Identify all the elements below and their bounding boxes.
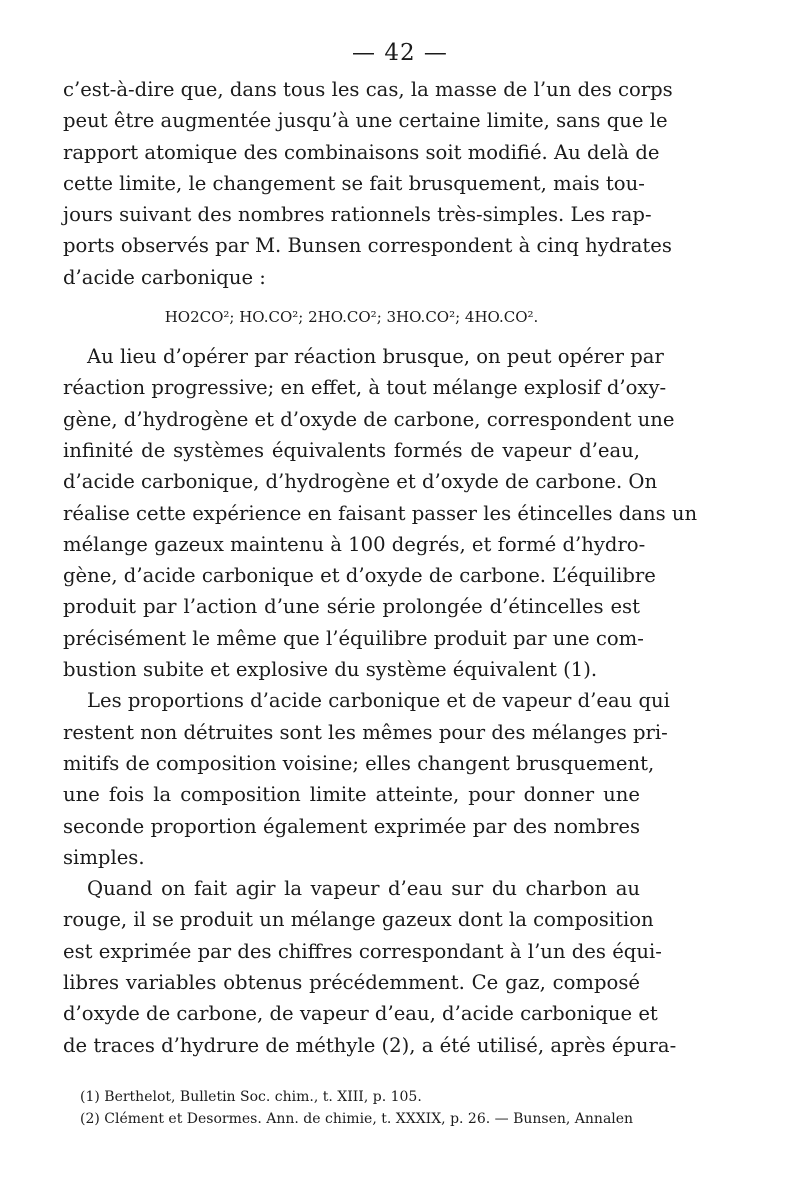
text-line: ports observés par M. Bunsen correspondent à cinq hydrates (63, 234, 672, 258)
footnotes (80, 1086, 640, 1130)
text-line: est exprimée par des chiffres correspondant à l’un des équi- (63, 939, 662, 963)
text-line: mitifs de composition voisine; elles changent brusquement, (63, 751, 655, 775)
text-line: bustion subite et explosive du système équivalent (1). (63, 658, 598, 682)
paragraph-1 (63, 74, 673, 293)
text-line: jours suivant des nombres rationnels très-simples. Les rap- (63, 203, 652, 227)
text-line: d’acide carbonique : (63, 265, 266, 289)
text-line: c’est-à-dire que, dans tous les cas, la masse de l’un des corps (63, 78, 673, 101)
paragraph-4 (63, 873, 677, 1061)
paragraph-3 (63, 685, 670, 873)
text-line: seconde proportion également exprimée par des nombres (63, 814, 640, 838)
text-line: de traces d’hydrure de méthyle (2), a été utilisé, après épura- (63, 1033, 677, 1057)
body-text (63, 74, 698, 1061)
paragraph-2 (63, 341, 698, 685)
page-number: — 42 — (352, 40, 448, 66)
footnote-2: (2) Clément et Desormes. Ann. de chimie, t. XXXIX, p. 26. — Bunsen, Annalen (80, 1111, 634, 1127)
text-line: infinité de systèmes équivalents formés de vapeur d’eau, (63, 438, 640, 462)
text-line: gène, d’hydrogène et d’oxyde de carbone, correspondent une (63, 407, 675, 431)
text-line: Quand on fait agir la vapeur d’eau sur du charbon au (87, 877, 640, 901)
text-line: Les proportions d’acide carbonique et de vapeur d’eau qui (87, 689, 670, 713)
text-line: précisément le même que l’équilibre produit par une com- (63, 626, 644, 650)
text-line: simples. (63, 845, 145, 869)
text-line: réaction progressive; en effet, à tout mélange explosif d’oxy- (63, 376, 667, 400)
text-line: Au lieu d’opérer par réaction brusque, on peut opérer par (87, 345, 664, 369)
text-line: restent non détruites sont les mêmes pour des mélanges pri- (63, 720, 668, 744)
text-line: d’acide carbonique, d’hydrogène et d’oxyde de carbone. On (63, 470, 658, 494)
text-line: produit par l’action d’une série prolongée d’étincelles est (63, 595, 640, 619)
footnote-1: (1) Berthelot, Bulletin Soc. chim., t. XIII, p. 105. (80, 1089, 422, 1105)
text-line: réalise cette expérience en faisant passer les étincelles dans un (63, 501, 698, 525)
chemical-formula: HO2CO²; HO.CO²; 2HO.CO²; 3HO.CO²; 4HO.CO². (164, 308, 539, 327)
text-line: gène, d’acide carbonique et d’oxyde de carbone. L’équilibre (63, 564, 656, 588)
text-line: mélange gazeux maintenu à 100 degrés, et formé d’hydro- (63, 532, 646, 556)
text-line: rouge, il se produit un mélange gazeux dont la composition (63, 908, 654, 932)
text-line: rapport atomique des combinaisons soit modifié. Au delà de (63, 140, 660, 164)
text-line: libres variables obtenus précédemment. Ce gaz, composé (63, 971, 640, 995)
text-line: d’oxyde de carbone, de vapeur d’eau, d’acide carbonique et (63, 1002, 658, 1026)
text-line: cette limite, le changement se fait brusquement, mais tou- (63, 171, 645, 195)
text-line: une fois la composition limite atteinte, pour donner une (63, 783, 640, 807)
text-line: peut être augmentée jusqu’à une certaine limite, sans que le (63, 109, 668, 133)
